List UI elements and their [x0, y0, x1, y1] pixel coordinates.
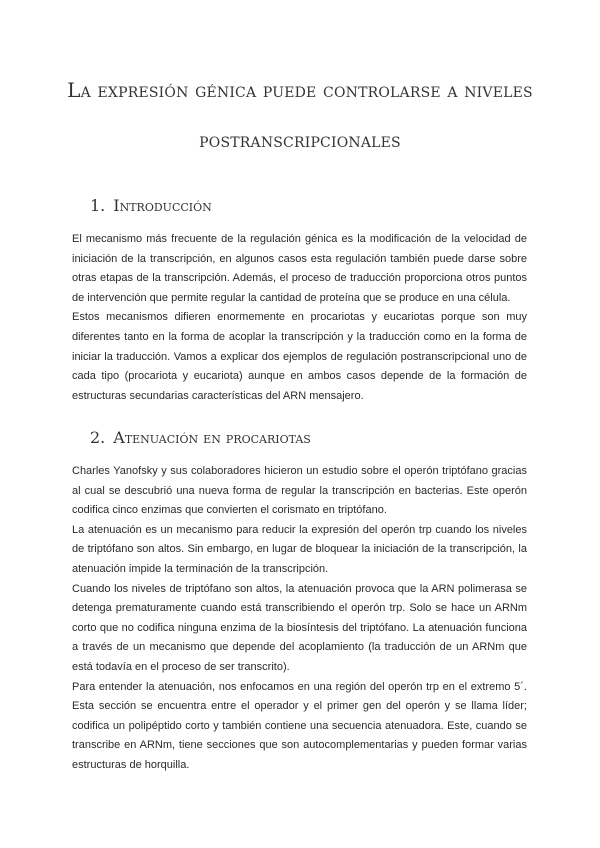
section-1-number: 1. — [90, 196, 106, 215]
section-1-title: Introducción — [113, 196, 212, 215]
document-title-line-2: postranscripcionales — [199, 128, 401, 152]
section-2-title: Atenuación en procariotas — [113, 428, 311, 447]
section-2-heading — [90, 428, 311, 447]
paragraph: Cuando los niveles de triptófano son altos, la atenuación provoca que la ARN polimerasa se detenga prematuramente cuando está transcribiendo el operón trp. Solo se hace un ARNm corto que no codifica ninguna enzima de la biosíntesis del triptófano. La atenuación funciona a través de un mecanismo que depende del acoplamiento (la traducción de un ARNm que está todavía en el proceso de ser transcrito). — [72, 582, 527, 673]
paragraph: Estos mecanismos difieren enormemente en procariotas y eucariotas porque son muy diferentes tanto en la forma de acoplar la transcripción y la traducción como en la forma de iniciar la traducción. Vamos a explicar dos ejemplos de regulación postranscripcional uno de cada tipo (procariota y eucariota) aunque en ambos casos depende de la formación de estructuras secundarias características del ARN mensajero. — [72, 311, 527, 402]
document-title-line-1: La expresión génica puede controlarse a niveles — [67, 78, 533, 102]
paragraph: Charles Yanofsky y sus colaboradores hicieron un estudio sobre el operón triptófano gracias al cual se descubrió una nueva forma de regular la transcripción en bacterias. Este operón codifica cinco enzimas que convierten el corismato en triptófano. — [72, 465, 527, 517]
paragraph: La atenuación es un mecanismo para reducir la expresión del operón trp cuando los niveles de triptófano son altos. Sin embargo, en lugar de bloquear la iniciación de la transcripción, la atenuación impide la terminación de la transcripción. — [72, 523, 527, 575]
section-1-heading — [90, 196, 212, 215]
section-2-body — [72, 462, 527, 776]
section-2-number: 2. — [90, 428, 106, 447]
paragraph: Para entender la atenuación, nos enfocamos en una región del operón trp en el extremo 5´. Esta sección se encuentra entre el operador y el primer gen del operón y se llama líder; codifica un polipéptido corto y también contiene una secuencia atenuadora. Este, cuando se transcribe en ARNm, tiene secciones que son autocomplementarias y pueden formar varias estructuras de horquilla. — [72, 680, 527, 771]
paragraph: El mecanismo más frecuente de la regulación génica es la modificación de la velocidad de iniciación de la transcripción, en algunos casos esta regulación también puede darse sobre otras etapas de la transcripción. Además, el proceso de traducción proporciona otros puntos de intervención que permite regular la cantidad de proteína que se produce en una célula. — [72, 233, 527, 304]
section-1-body — [72, 230, 527, 406]
